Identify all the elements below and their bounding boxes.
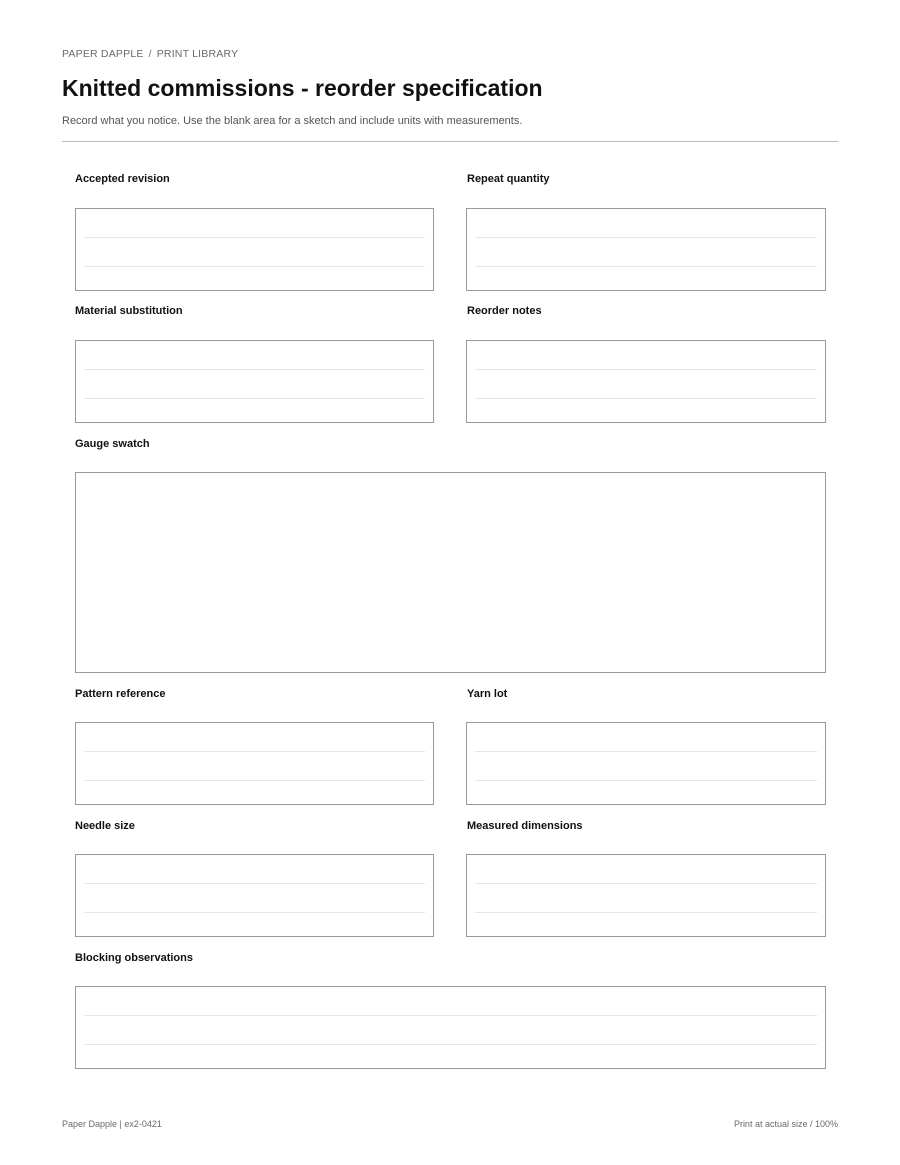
blocking-observations-field[interactable] (75, 986, 826, 1069)
material-substitution-field[interactable] (75, 340, 434, 423)
writing-line (475, 237, 817, 238)
measured-dimensions-field[interactable] (466, 854, 826, 937)
writing-line (475, 912, 817, 913)
needle-size-field[interactable] (75, 854, 434, 937)
measured-dimensions-label: Measured dimensions (467, 820, 583, 832)
footer-print-note: Print at actual size / 100% (733, 1119, 838, 1129)
footer-document-id: Paper Dapple | ex2-0421 (62, 1119, 162, 1129)
pattern-reference-label: Pattern reference (75, 688, 166, 700)
writing-line (475, 780, 817, 781)
gauge-swatch-sketch-area[interactable] (75, 472, 826, 673)
writing-line (84, 369, 425, 370)
repeat-quantity-label: Repeat quantity (467, 173, 550, 185)
writing-line (84, 237, 425, 238)
writing-line (84, 266, 425, 267)
breadcrumb-item-library[interactable]: PRINT LIBRARY (156, 48, 239, 60)
reorder-notes-field[interactable] (466, 340, 826, 423)
writing-line (84, 751, 425, 752)
writing-line (475, 369, 817, 370)
instructions-text: Record what you notice. Use the blank area for a sketch and include units with measurements. (62, 115, 523, 127)
accepted-revision-field[interactable] (75, 208, 434, 291)
blocking-observations-label: Blocking observations (75, 952, 193, 964)
material-substitution-label: Material substitution (75, 305, 183, 317)
writing-line (475, 883, 817, 884)
repeat-quantity-field[interactable] (466, 208, 826, 291)
page-title: Knitted commissions - reorder specification (62, 75, 543, 101)
reorder-notes-label: Reorder notes (467, 305, 542, 317)
yarn-lot-field[interactable] (466, 722, 826, 805)
writing-line (475, 398, 817, 399)
header-divider (62, 141, 838, 142)
needle-size-label: Needle size (75, 820, 135, 832)
writing-line (84, 1015, 817, 1016)
accepted-revision-label: Accepted revision (75, 173, 170, 185)
writing-line (475, 751, 817, 752)
breadcrumb (62, 48, 238, 60)
writing-line (84, 780, 425, 781)
writing-line (84, 883, 425, 884)
breadcrumb-separator: / (148, 48, 152, 60)
pattern-reference-field[interactable] (75, 722, 434, 805)
writing-line (84, 912, 425, 913)
yarn-lot-label: Yarn lot (467, 688, 508, 700)
writing-line (84, 398, 425, 399)
breadcrumb-item-publisher[interactable]: PAPER DAPPLE (62, 48, 144, 60)
writing-line (84, 1044, 817, 1045)
gauge-swatch-label: Gauge swatch (75, 438, 150, 450)
writing-line (475, 266, 817, 267)
